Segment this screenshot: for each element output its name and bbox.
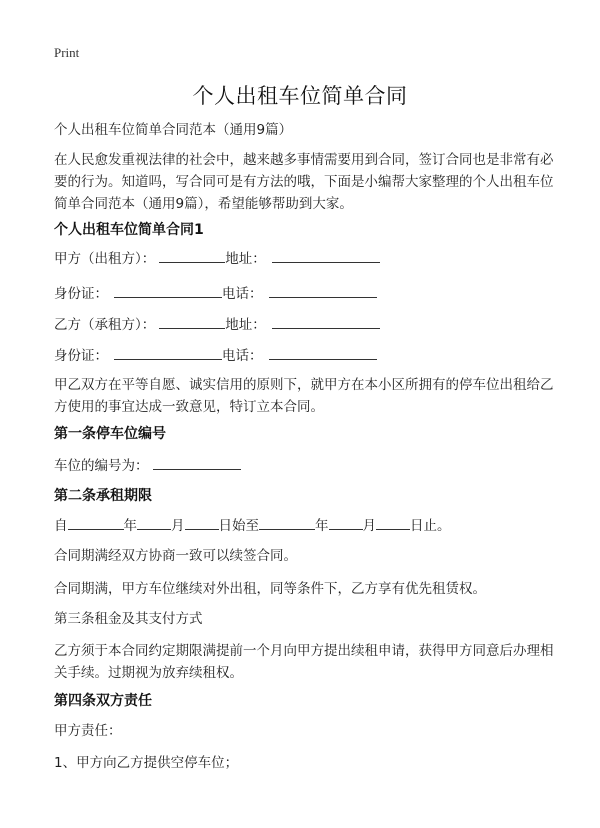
article2-paragraph-2: 合同期满，甲方车位继续对外出租，同等条件下，乙方享有优先租赁权。: [54, 581, 486, 597]
term-month-label: 月: [171, 518, 185, 534]
end-month-blank[interactable]: [329, 515, 363, 530]
term-day-start-label: 日始至: [218, 518, 259, 534]
term-from-label: 自: [54, 518, 68, 534]
party-a-label: 甲方（出租方）：: [54, 251, 156, 267]
term-year-label: 年: [123, 518, 137, 534]
term-month-label-2: 月: [362, 518, 376, 534]
party-a-id-label: 身份证：: [54, 286, 108, 302]
party-a-address-blank[interactable]: [272, 248, 380, 263]
party-a-row: [54, 248, 380, 269]
term-day-end-label: 日止。: [410, 518, 451, 534]
document-title: 个人出租车位简单合同: [192, 84, 408, 108]
start-month-blank[interactable]: [137, 515, 171, 530]
start-day-blank[interactable]: [185, 515, 219, 530]
party-b-name-blank[interactable]: [159, 314, 225, 329]
party-b-phone-label: 电话：: [222, 348, 263, 364]
party-b-label: 乙方（承租方）：: [54, 317, 156, 333]
end-day-blank[interactable]: [376, 515, 410, 530]
print-label[interactable]: Print: [54, 45, 80, 60]
party-b-id-blank[interactable]: [114, 345, 222, 360]
start-year-blank[interactable]: [68, 515, 124, 530]
article3-title: 第三条租金及其支付方式: [54, 611, 203, 627]
slot-number-blank[interactable]: [153, 455, 241, 470]
article1-row: [54, 455, 241, 476]
article1-title: 第一条停车位编号: [54, 426, 166, 442]
party-b-address-label: 地址：: [225, 317, 266, 333]
party-b-phone-blank[interactable]: [269, 345, 377, 360]
party-b-id-label: 身份证：: [54, 348, 108, 364]
section-title: 个人出租车位简单合同1: [54, 222, 204, 238]
party-a-phone-label: 电话：: [222, 286, 263, 302]
article4-paragraph-2: 1、甲方向乙方提供空停车位；: [54, 755, 239, 771]
preamble-paragraph: 甲乙双方在平等自愿、诚实信用的原则下，就甲方在本小区所拥有的停车位出租给乙方使用的事宜达成一致意见，特订立本合同。: [54, 377, 554, 415]
article3-paragraph-1: 乙方须于本合同约定期限满提前一个月向甲方提出续租申请，获得甲方同意后办理相关手续。过期视为放弃续租权。: [54, 643, 554, 681]
article4-title: 第四条双方责任: [54, 693, 152, 709]
article2-title: 第二条承租期限: [54, 488, 152, 504]
slot-number-label: 车位的编号为：: [54, 458, 149, 474]
party-a-address-label: 地址：: [225, 251, 266, 267]
term-year-label-2: 年: [315, 518, 329, 534]
document-subtitle: 个人出租车位简单合同范本（通用9篇）: [54, 122, 293, 138]
party-a-phone-blank[interactable]: [269, 283, 377, 298]
lease-term-row: [54, 515, 451, 536]
end-year-blank[interactable]: [259, 515, 315, 530]
article2-paragraph-1: 合同期满经双方协商一致可以续签合同。: [54, 548, 297, 564]
party-b-address-blank[interactable]: [272, 314, 380, 329]
intro-paragraph: 在人民愈发重视法律的社会中，越来越多事情需要用到合同，签订合同也是非常有必要的行为。知道吗，写合同可是有方法的哦，下面是小编帮大家整理的个人出租车位简单合同范本（通用9篇），希望能够帮助到大家。: [54, 152, 554, 212]
party-b-id-row: [54, 345, 377, 366]
party-b-row: [54, 314, 380, 335]
party-a-name-blank[interactable]: [159, 248, 225, 263]
article4-paragraph-1: 甲方责任：: [54, 723, 122, 739]
party-a-id-blank[interactable]: [114, 283, 222, 298]
party-a-id-row: [54, 283, 377, 304]
